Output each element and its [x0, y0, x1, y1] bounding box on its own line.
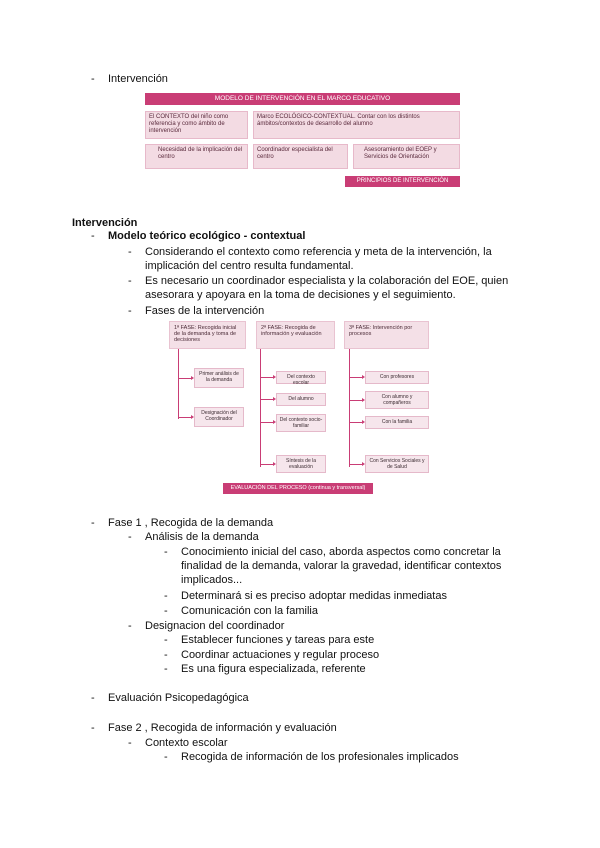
model-title: Modelo teórico ecológico - contextual — [108, 230, 306, 242]
connector-line — [349, 377, 363, 378]
diagram1-box-marco: Marco ECOLÓGICO-CONTEXTUAL. Contar con los distintos ámbitos/contextos de desarrollo del alumno — [253, 111, 460, 139]
bullet-dash: - — [164, 751, 168, 763]
diagram2-footer: EVALUACIÓN DEL PROCESO (continua y transversal) — [223, 483, 373, 494]
top-item: Intervención — [108, 73, 168, 85]
phase1-header: 1ª FASE: Recogida inicial de la demanda y toma de decisiones — [169, 321, 246, 349]
diagram1-footer: PRINCIPIOS DE INTERVENCIÓN — [345, 176, 460, 187]
fase2-label: Fase 2 , Recogida de información y evaluación — [108, 722, 337, 734]
connector-line — [349, 422, 363, 423]
model-item-1: Considerando el contexto como referencia y meta de la intervención, la implicación del centro resulta fundamental. — [145, 246, 492, 272]
phase2-item: Síntesis de la evaluación — [276, 455, 326, 473]
evaluacion-label: Evaluación Psicopedagógica — [108, 692, 249, 704]
phase3-item: Con Servicios Sociales y de Salud — [365, 455, 429, 473]
connector-line — [260, 422, 274, 423]
diagram1-box-necesidad: Necesidad de la implicación del centro — [145, 144, 248, 169]
phase3-item: Con alumno y compañeros — [365, 391, 429, 409]
analisis-label: Análisis de la demanda — [145, 531, 259, 543]
bullet-dash: - — [164, 590, 168, 602]
bullet-dash: - — [128, 305, 132, 317]
phase2-item: Del contexto socio-familiar — [276, 414, 326, 432]
bullet-dash: - — [91, 692, 95, 704]
bullet-dash: - — [128, 275, 132, 287]
diagram1-box-coordinador: Coordinador especialista del centro — [253, 144, 348, 169]
bullet-dash: - — [128, 531, 132, 543]
designacion-item-1: Establecer funciones y tareas para este — [181, 634, 375, 646]
fase1-label: Fase 1 , Recogida de la demanda — [108, 517, 274, 529]
connector-line — [349, 349, 350, 467]
designacion-item-2: Coordinar actuaciones y regular proceso — [181, 649, 380, 661]
connector-line — [349, 400, 363, 401]
contexto-label: Contexto escolar — [145, 737, 228, 749]
bullet-dash: - — [128, 246, 132, 258]
phase1-item: Designación del Coordinador — [194, 407, 244, 427]
contexto-item-1: Recogida de información de los profesionales implicados — [181, 751, 459, 763]
model-item-3: Fases de la intervención — [145, 305, 265, 317]
connector-line — [178, 349, 179, 419]
designacion-label: Designacion del coordinador — [145, 620, 285, 632]
connector-line — [349, 464, 363, 465]
connector-line — [178, 378, 191, 379]
bullet-dash: - — [164, 663, 168, 675]
phase2-item: Del contexto escolar — [276, 371, 326, 384]
bullet-dash: - — [128, 620, 132, 632]
designacion-item-3: Es una figura especializada, referente — [181, 663, 366, 675]
connector-line — [260, 399, 274, 400]
bullet-dash: - — [91, 517, 95, 529]
analisis-item-1: Conocimiento inicial del caso, aborda aspectos como concretar la finalidad de la demanda, valorar la gravedad, identificar contextos implicados... — [181, 546, 502, 586]
bullet-dash: - — [91, 230, 95, 242]
analisis-item-2: Determinará si es preciso adoptar medidas inmediatas — [181, 590, 447, 602]
diagram1-title: MODELO DE INTERVENCIÓN EN EL MARCO EDUCATIVO — [145, 93, 460, 105]
section-heading: Intervención — [72, 217, 138, 229]
analisis-item-3: Comunicación con la familia — [181, 605, 318, 617]
connector-line — [260, 349, 261, 467]
phase3-header: 3ª FASE: Intervención por procesos — [344, 321, 429, 349]
phase2-header: 2ª FASE: Recogida de información y evaluación — [256, 321, 335, 349]
bullet-dash: - — [91, 722, 95, 734]
diagram1-box-asesoramiento: Asesoramiento del EOEP y Servicios de Orientación — [353, 144, 460, 169]
diagram-modelo-intervencion — [145, 93, 460, 191]
phase3-item: Con la familia — [365, 416, 429, 429]
bullet-dash: - — [164, 605, 168, 617]
model-item-2: Es necesario un coordinador especialista y la colaboración del EOE, quien asesorara y apoyara en la toma de decisiones y el seguimiento. — [145, 275, 509, 301]
bullet-dash: - — [91, 73, 95, 85]
connector-line — [260, 464, 274, 465]
phase3-item: Con profesores — [365, 371, 429, 384]
phase2-item: Del alumno — [276, 393, 326, 406]
bullet-dash: - — [164, 649, 168, 661]
phase1-item: Primer análisis de la demanda — [194, 368, 244, 388]
diagram1-box-contexto: El CONTEXTO del niño como referencia y como ámbito de intervención — [145, 111, 248, 139]
bullet-dash: - — [164, 546, 168, 558]
diagram-fases-intervencion — [166, 321, 432, 496]
bullet-dash: - — [128, 737, 132, 749]
connector-line — [178, 417, 191, 418]
connector-line — [260, 377, 274, 378]
bullet-dash: - — [164, 634, 168, 646]
